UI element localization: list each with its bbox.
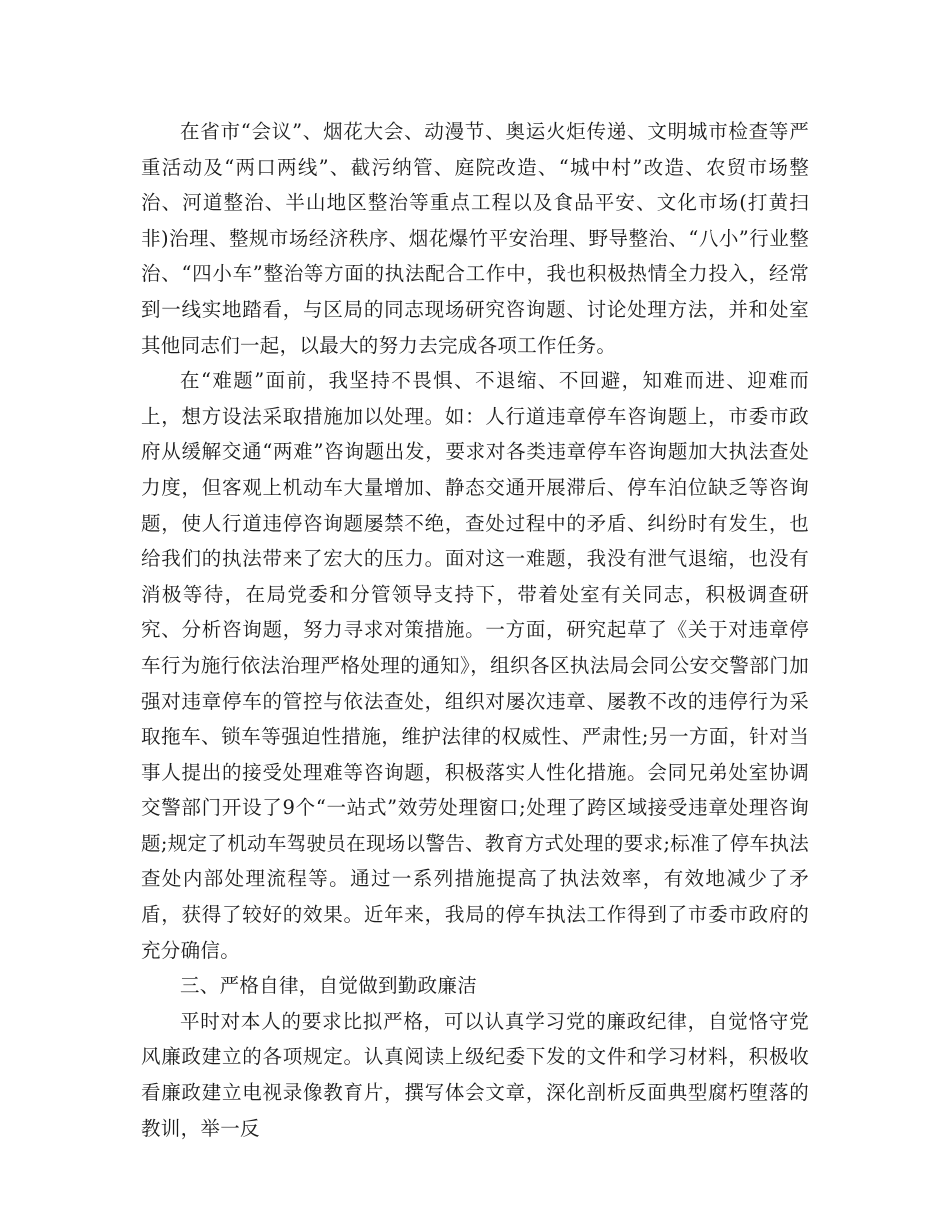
document-body bbox=[141, 114, 809, 1146]
body-paragraph: 在“难题”面前，我坚持不畏惧、不退缩、不回避，知难而进、迎难而上，想方设法采取措施加以处理。如：人行道违章停车咨询题上，市委市政府从缓解交通“两难”咨询题出发，要求对各类违章停车咨询题加大执法查处力度，但客观上机动车大量增加、静态交通开展滞后、停车泊位缺乏等咨询题，使人行道违停咨询题屡禁不绝，查处过程中的矛盾、纠纷时有发生，也给我们的执法带来了宏大的压力。面对这一难题，我没有泄气退缩，也没有消极等待，在局党委和分管领导支持下，带着处室有关同志，积极调查研究、分析咨询题，努力寻求对策措施。一方面，研究起草了《关于对违章停车行为施行依法治理严格处理的通知》，组织各区执法局会同公安交警部门加强对违章停车的管控与依法查处，组织对屡次违章、屡教不改的违停行为采取拖车、锁车等强迫性措施，维护法律的权威性、严肃性;另一方面，针对当事人提出的接受处理难等咨询题，积极落实人性化措施。会同兄弟处室协调交警部门开设了9个“一站式”效劳处理窗口;处理了跨区域接受违章处理咨询题;规定了机动车驾驶员在现场以警告、教育方式处理的要求;标准了停车执法查处内部处理流程等。通过一系列措施提高了执法效率，有效地减少了矛盾，获得了较好的效果。近年来，我局的停车执法工作得到了市委市政府的充分确信。 bbox=[141, 369, 809, 962]
body-paragraph: 在省市“会议”、烟花大会、动漫节、奥运火炬传递、文明城市检查等严重活动及“两口两线”、截污纳管、庭院改造、“城中村”改造、农贸市场整治、河道整治、半山地区整治等重点工程以及食品平安、文化市场(打黄扫非)治理、整规市场经济秩序、烟花爆竹平安治理、野导整治、“八小”行业整治、“四小车”整治等方面的执法配合工作中，我也积极热情全力投入，经常到一线实地踏看，与区局的同志现场研究咨询题、讨论处理方法，并和处室其他同志们一起，以最大的努力去完成各项工作任务。 bbox=[141, 120, 809, 357]
body-paragraph: 平时对本人的要求比拟严格，可以认真学习党的廉政纪律，自觉恪守党风廉政建立的各项规定。认真阅读上级纪委下发的文件和学习材料，积极收看廉政建立电视录像教育片，撰写体会文章，深化剖析反面典型腐朽堕落的教训，举一反 bbox=[141, 1009, 809, 1140]
section-heading: 三、严格自律，自觉做到勤政廉洁 bbox=[180, 974, 478, 998]
